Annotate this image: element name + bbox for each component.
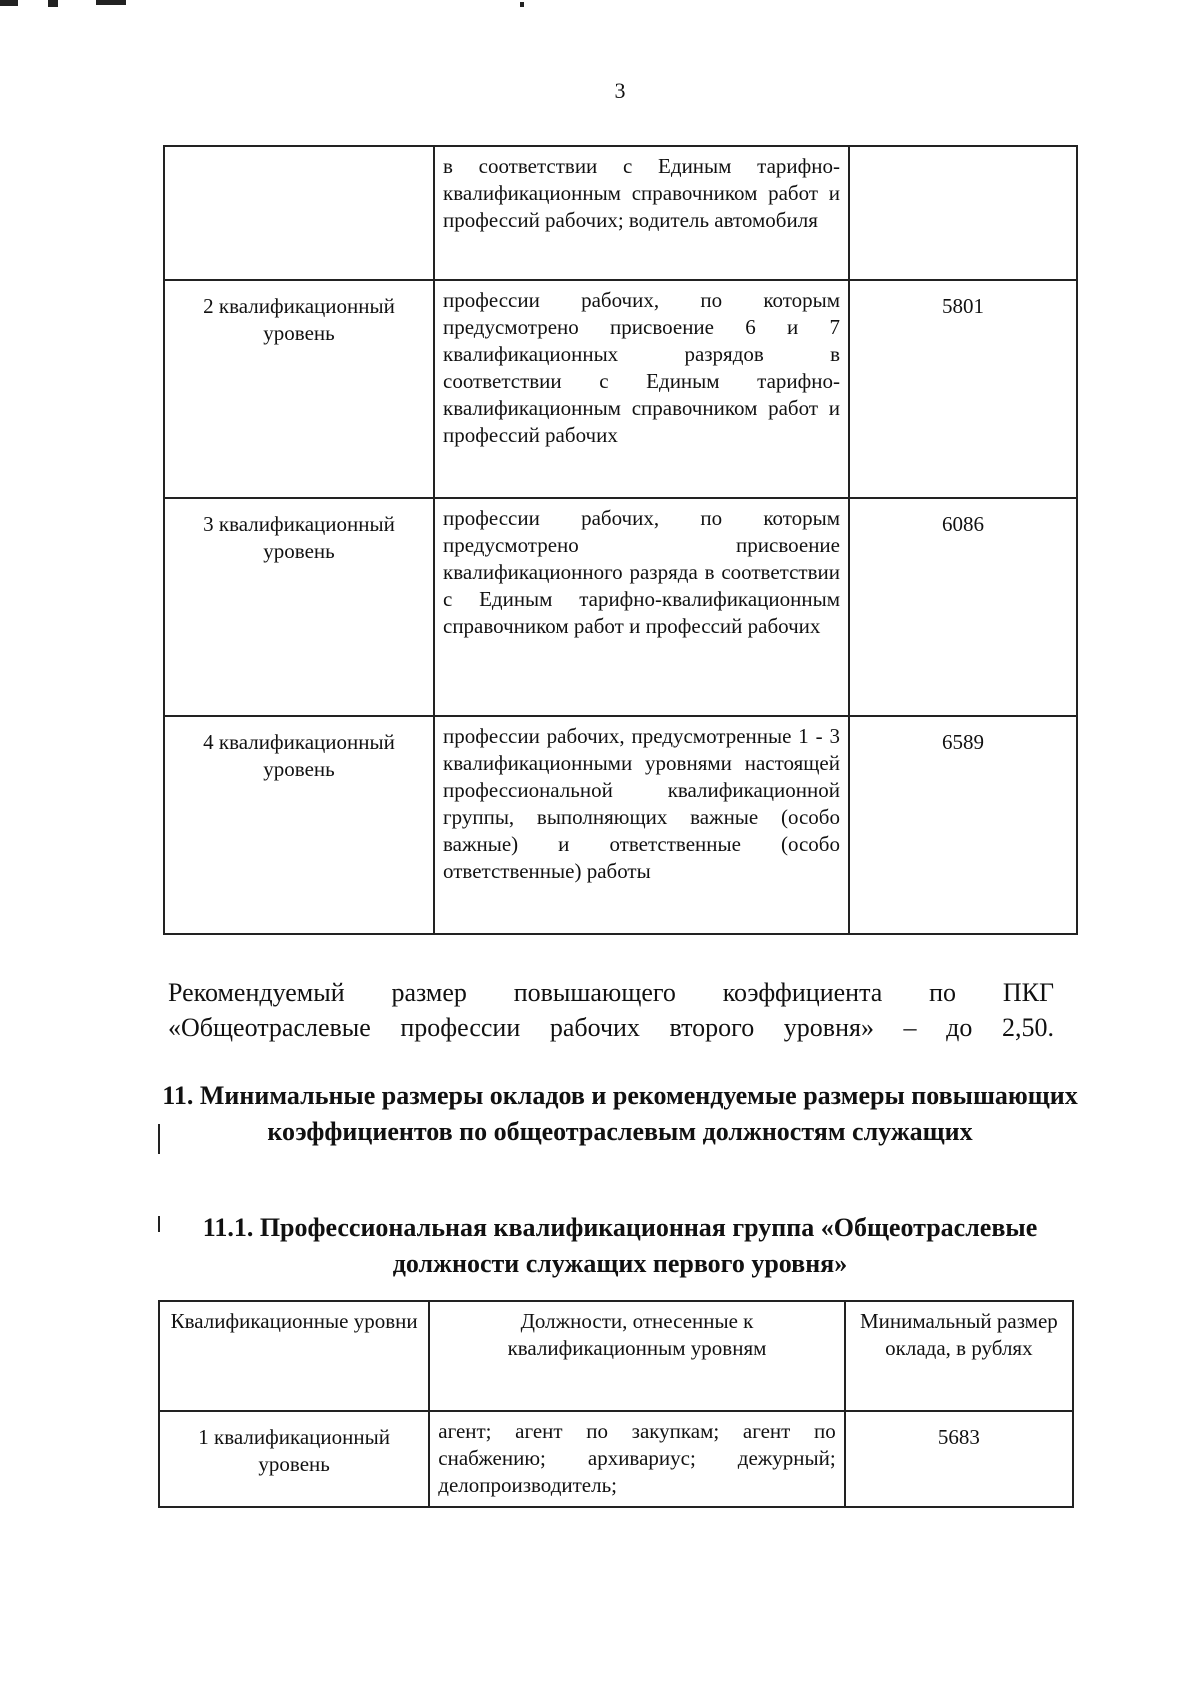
salary-cell: 6589 (849, 716, 1077, 934)
level-cell: 1 квалификационный уровень (159, 1411, 429, 1507)
level-cell: 3 квалификационный уровень (164, 498, 434, 716)
page-number: 3 (614, 78, 626, 103)
table-header-row (159, 1301, 1073, 1411)
level-cell: 4 квалификационный уровень (164, 716, 434, 934)
description-cell: в соответствии с Единым тарифно-квалификационным справочником работ и профессий рабочих; водитель автомобиля (434, 146, 849, 280)
table-row (164, 498, 1077, 716)
table-row (164, 280, 1077, 498)
bottom-table (158, 1300, 1074, 1508)
scan-artifact (48, 0, 58, 7)
level-cell: 2 квалификационный уровень (164, 280, 434, 498)
header-positions: Должности, отнесенные к квалификационным уровням (429, 1301, 844, 1411)
scan-artifact (96, 0, 126, 5)
header-levels: Квалификационные уровни (159, 1301, 429, 1411)
coefficient-paragraph: Рекомендуемый размер повышающего коэффициента по ПКГ «Общеотраслевые профессии рабочих второго уровня» – до 2,50. (168, 978, 1054, 1042)
salary-cell: 5683 (845, 1411, 1073, 1507)
salary-cell: 6086 (849, 498, 1077, 716)
table-row (164, 716, 1077, 934)
description-cell: агент; агент по закупкам; агент по снабжению; архивариус; дежурный; делопроизводитель; (429, 1411, 844, 1507)
header-salary: Минимальный размер оклада, в рублях (845, 1301, 1073, 1411)
salary-cell: 5801 (849, 280, 1077, 498)
scan-artifact (0, 0, 18, 6)
level-cell (164, 146, 434, 280)
description-cell: профессии рабочих, предусмотренные 1 - 3 квалификационными уровнями настоящей профессиональной квалификационной группы, выполняющих важные (особо важные) и ответственные (особо ответственные) работы (434, 716, 849, 934)
scan-artifact (520, 2, 524, 7)
subsection-heading: 11.1. Профессиональная квалификационная группа «Общеотраслевые должности служащих первого уровня» (202, 1213, 1038, 1278)
table-row (164, 146, 1077, 280)
description-cell: профессии рабочих, по которым предусмотрено присвоение квалификационного разряда в соответствии с Единым тарифно-квалификационным справочником работ и профессий рабочих (434, 498, 849, 716)
top-table (163, 145, 1078, 935)
section-heading: 11. Минимальные размеры окладов и рекомендуемые размеры повышающих коэффициентов по общеотраслевым должностям служащих (162, 1081, 1078, 1146)
salary-cell (849, 146, 1077, 280)
table-row (159, 1411, 1073, 1507)
description-cell: профессии рабочих, по которым предусмотрено присвоение 6 и 7 квалификационных разрядов в соответствии с Единым тарифно-квалификационным справочником работ и профессий рабочих (434, 280, 849, 498)
